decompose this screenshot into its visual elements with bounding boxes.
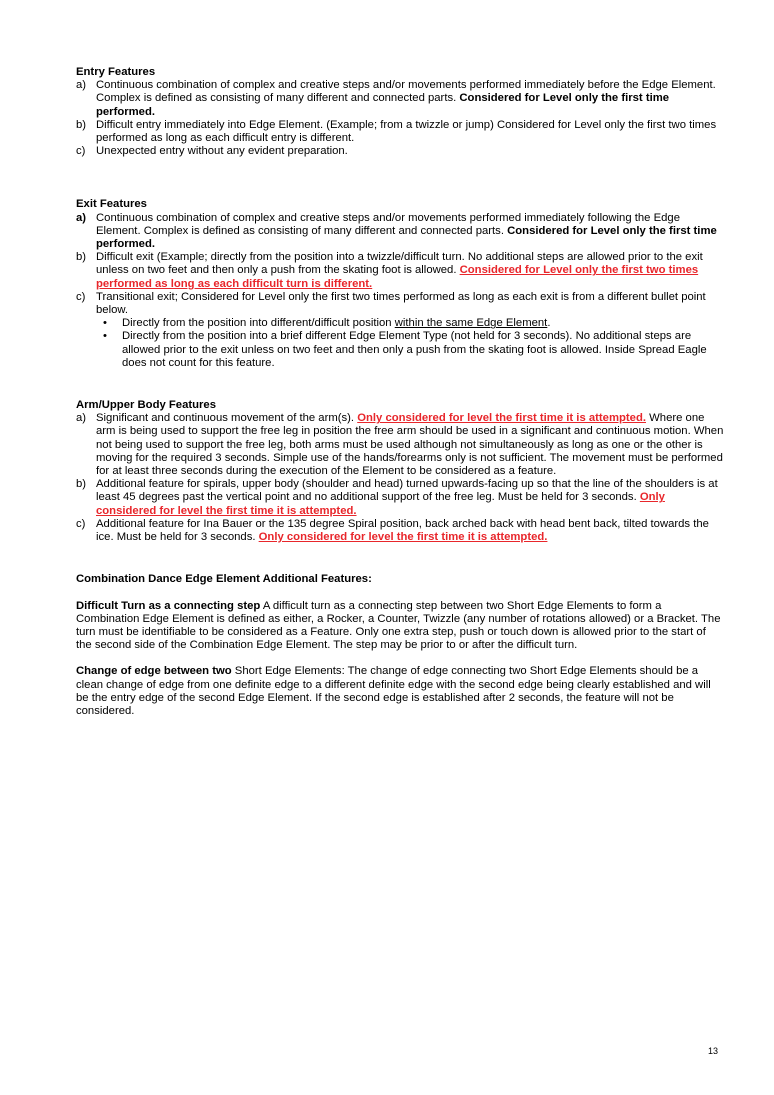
page-number: 13 (708, 1046, 719, 1056)
paragraph-text: A difficult turn as a connecting step between two Short Edge Elements to form a Combination Edge Element is defined as either, a Rocker, a Counter, Twizzle (any number of rotations allowed) or a Bracket. The turn must be identifiable to be considered as a Feature. Only one extra step, push or touch down is allowed prior to the start of the second side of the Combination Edge Element. The step may be prior to or after the difficult turn. (76, 599, 721, 652)
difficult-turn-paragraph (76, 600, 724, 653)
entry-features-list (76, 79, 724, 158)
bullet-text: Directly from the position into a brief different Edge Element Type (not held for 3 seconds). No additional steps are allowed prior to the exit unless on two feet and then only a push from the skating foot is allowed. Inside Spread Eagle does not count for this feature. (122, 330, 707, 369)
exit-features-heading: Exit Features (76, 198, 147, 211)
item-text: Significant and continuous movement of the arm(s). (96, 412, 358, 425)
arm-features-list (76, 412, 724, 544)
bullet-icon: • (103, 330, 107, 343)
paragraph-lead: Change of edge between two (76, 665, 232, 678)
document-page (76, 66, 724, 718)
item-text: Additional feature for Ina Bauer or the 135 degree Spiral position, back arched back with head bent back, tilted towards the ice. Must be held for 3 seconds. (96, 517, 709, 544)
list-item (76, 412, 724, 478)
item-letter: b) (76, 118, 87, 131)
list-item (76, 212, 724, 252)
entry-features-heading: Entry Features (76, 66, 156, 78)
item-text: Difficult entry immediately into Edge Element. (Example; from a twizzle or jump) Considered for Level only the first two times performed as long as each difficult entry is different. (96, 118, 717, 145)
combination-features-section (76, 573, 724, 718)
item-letter: a) (76, 412, 87, 425)
bullet-text-end: . (547, 317, 551, 330)
spacer (76, 652, 724, 665)
arm-features-section (76, 399, 724, 544)
paragraph-text: Short Edge Elements: The change of edge connecting two Short Edge Elements should be a clean change of edge from one definite edge to a different definite edge with the second edge being clearly established and will be the entry edge of the second Edge Element. If the second edge is established after 2 seconds, the feature will not be considered. (76, 665, 711, 717)
list-item (76, 119, 724, 145)
list-item (76, 79, 724, 119)
item-letter: a) (76, 211, 87, 224)
item-letter: c) (76, 145, 86, 158)
bullet-item (96, 330, 724, 370)
exit-features-section (76, 198, 724, 370)
spacer (76, 587, 724, 600)
spacer (76, 544, 724, 573)
bullet-text: Directly from the position into different/difficult position (122, 317, 395, 330)
change-of-edge-paragraph (76, 665, 724, 718)
arm-features-heading: Arm/Upper Body Features (76, 399, 216, 412)
bullet-item (96, 317, 724, 330)
exit-features-list (76, 212, 724, 370)
underlined-text: within the same Edge Element (394, 317, 548, 330)
list-item (76, 145, 724, 158)
list-item (76, 291, 724, 370)
item-text: Transitional exit; Considered for Level only the first two times performed as long as each exit is from a different bullet point below. (96, 290, 706, 317)
red-emphasis-text: Considered for Level only the first two times performed as long as each difficult turn is different. (96, 264, 699, 290)
paragraph-lead: Difficult Turn as a connecting step (76, 599, 261, 612)
list-item (76, 478, 724, 518)
item-text: Unexpected entry without any evident preparation. (96, 145, 348, 158)
list-item (76, 251, 724, 291)
red-emphasis-text: Only considered for level the first time it is attempted. (357, 412, 646, 425)
spacer (76, 158, 724, 198)
bullet-icon: • (103, 317, 107, 330)
exit-bullet-list (96, 317, 724, 370)
red-emphasis-text: Only considered for level the first time it is attempted. (96, 491, 665, 517)
combination-features-heading: Combination Dance Edge Element Additional Features: (76, 573, 372, 586)
item-bold-text: Considered for Level only the first time performed. (96, 224, 717, 251)
entry-features-section (76, 66, 724, 158)
spacer (76, 370, 724, 399)
item-letter: c) (76, 290, 86, 303)
item-text: Continuous combination of complex and creative steps and/or movements performed immediately following the Edge Element. Complex is defined as consisting of many different and connected parts. (96, 211, 680, 237)
item-letter: b) (76, 478, 87, 491)
item-letter: c) (76, 517, 86, 530)
item-bold-text: Considered for Level only the first time performed. (96, 92, 670, 118)
item-text: Difficult exit (Example; directly from the position into a twizzle/difficult turn. No additional steps are allowed prior to the exit unless on two feet and then only a push from the skating foot is allowed. (96, 251, 703, 277)
item-text: Continuous combination of complex and creative steps and/or movements performed immediately before the Edge Element. Complex is defined as consisting of many different and connected parts. (96, 79, 716, 105)
list-item (76, 518, 724, 544)
item-text-continued: Where one arm is being used to support the free leg in position the free arm should be used in a significant and continuous motion. When not being used to support the free leg, both arms must be used although not simultaneously as long as one or the other is moving for the required 3 seconds. Simple use of the hands/forearms only is not sufficient. The movement must be performed for at least three seconds during the execution of the Element to be considered as a feature. (96, 412, 724, 478)
item-letter: b) (76, 251, 87, 264)
item-letter: a) (76, 79, 87, 92)
item-text: Additional feature for spirals, upper body (shoulder and head) turned upwards-facing up so that the line of the shoulders is at least 45 degrees past the vertical point and no additional support of the free leg. Must be held for 3 seconds. (96, 478, 718, 504)
red-emphasis-text: Only considered for level the first time it is attempted. (258, 531, 548, 544)
